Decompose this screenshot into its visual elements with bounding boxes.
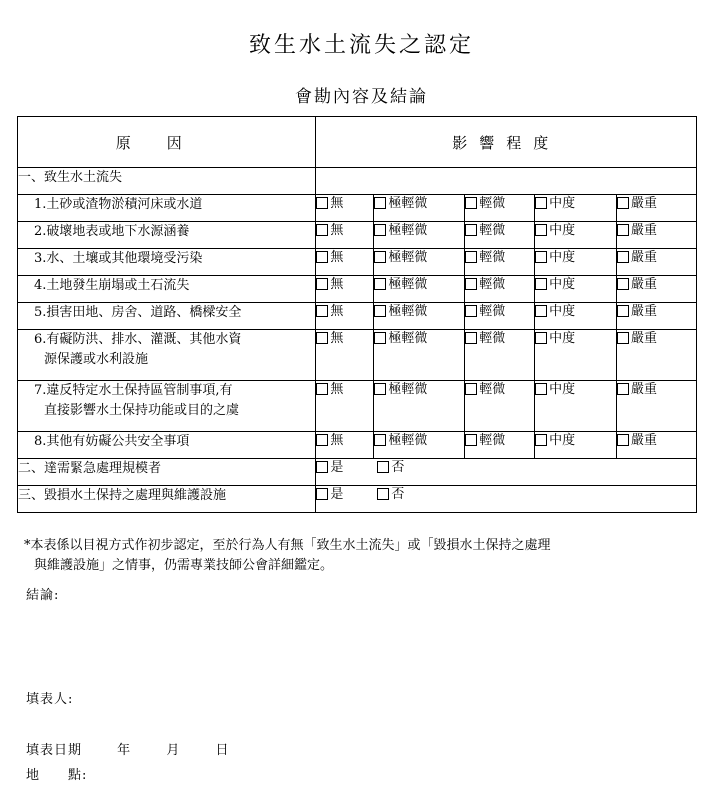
checkbox[interactable] [617,305,629,317]
item-label: 4.土地發生崩塌或土石流失 [18,276,316,303]
table-row [18,249,697,276]
checkbox[interactable] [465,332,477,344]
checkbox-label: 輕微 [479,223,506,238]
level-option[interactable] [374,195,465,222]
checkbox-label: 否 [391,487,405,502]
level-option[interactable] [374,276,465,303]
note: *本表係以目視方式作初步認定，至於行為人有無「致生水土流失」或「毀損水土保持之處理 與維護設施」之情事，仍需專業技師公會詳細鑑定。 [24,538,551,573]
level-option[interactable] [465,276,535,303]
level-option[interactable] [617,303,697,330]
level-option[interactable] [535,276,617,303]
checkbox[interactable] [617,251,629,263]
level-option[interactable] [374,381,465,432]
level-option[interactable] [535,222,617,249]
checkbox-label: 中度 [549,196,576,211]
checkbox-label: 中度 [549,223,576,238]
level-option[interactable] [465,249,535,276]
checkbox[interactable] [535,278,547,290]
checkbox-label: 嚴重 [631,223,658,238]
item-label: 2.破壞地表或地下水源涵養 [18,222,316,249]
checkbox-label: 中度 [549,382,576,397]
item-label: 1.土砂或渣物淤積河床或水道 [18,195,316,222]
checkbox-label: 極輕微 [388,250,428,265]
checkbox-label: 輕微 [479,250,506,265]
page-subtitle: 會勘內容及結論 [295,87,428,107]
checkbox-label: 嚴重 [631,331,658,346]
yes-option[interactable] [316,459,343,477]
checkbox[interactable] [316,251,328,263]
checkbox-label: 極輕微 [388,277,428,292]
checkbox[interactable] [535,305,547,317]
checkbox-label: 嚴重 [631,304,658,319]
checkbox-label: 無 [330,382,344,397]
checkbox-label: 輕微 [479,382,506,397]
filler-label: 填表人: [26,692,74,707]
level-option[interactable] [465,303,535,330]
checkbox[interactable] [374,305,386,317]
level-option[interactable] [535,303,617,330]
table-row [18,195,697,222]
level-option[interactable] [374,303,465,330]
checkbox[interactable] [465,434,477,446]
no-option[interactable] [377,459,404,477]
checkbox[interactable] [316,305,328,317]
checkbox-label: 中度 [549,277,576,292]
table-row [18,222,697,249]
checkbox[interactable] [316,488,328,500]
checkbox[interactable] [617,332,629,344]
level-option[interactable] [316,276,374,303]
checkbox[interactable] [617,383,629,395]
level-option[interactable] [316,195,374,222]
checkbox-label: 輕微 [479,433,506,448]
level-option[interactable] [316,303,374,330]
date-month: 月 [166,743,181,758]
location-label: 地 點: [26,768,88,783]
checkbox[interactable] [617,278,629,290]
checkbox-label: 中度 [549,433,576,448]
checkbox-label: 無 [330,433,344,448]
page-title: 致生水土流失之認定 [248,33,474,58]
checkbox[interactable] [316,332,328,344]
checkbox[interactable] [316,383,328,395]
section-1-label: 一、致生水土流失 [18,168,316,195]
checkbox[interactable] [374,383,386,395]
checkbox[interactable] [316,197,328,209]
item-label: 5.損害田地、房舍、道路、橋樑安全 [18,303,316,330]
table-row [18,303,697,330]
checkbox[interactable] [465,278,477,290]
table-row [18,432,697,459]
checkbox[interactable] [465,305,477,317]
level-option[interactable] [617,222,697,249]
level-option[interactable] [617,381,697,432]
level-option[interactable] [316,432,374,459]
checkbox-label: 無 [330,331,344,346]
table-row [18,276,697,303]
checkbox-label: 無 [330,250,344,265]
table-row [18,381,697,432]
checkbox[interactable] [535,332,547,344]
level-option[interactable] [316,330,374,381]
checkbox-label: 輕微 [479,304,506,319]
level-option[interactable] [465,222,535,249]
checkbox-label: 嚴重 [631,250,658,265]
header-impact: 影響程度 [316,117,697,168]
level-option[interactable] [617,330,697,381]
level-option[interactable] [465,330,535,381]
checkbox[interactable] [535,251,547,263]
checkbox-label: 極輕微 [388,196,428,211]
checkbox-label: 中度 [549,304,576,319]
level-option[interactable] [617,432,697,459]
level-option[interactable] [535,432,617,459]
checkbox-label: 極輕微 [388,433,428,448]
checkbox-label: 嚴重 [631,196,658,211]
checkbox-label: 極輕微 [388,223,428,238]
checkbox[interactable] [617,197,629,209]
checkbox[interactable] [617,434,629,446]
checkbox[interactable] [374,434,386,446]
level-option[interactable] [617,276,697,303]
checkbox-label: 嚴重 [631,277,658,292]
checkbox[interactable] [316,434,328,446]
level-option[interactable] [316,381,374,432]
checkbox[interactable] [374,251,386,263]
checkbox-label: 是 [330,487,344,502]
section-3-label: 三、毀損水土保持之處理與維護設施 [18,486,316,513]
level-option[interactable] [535,195,617,222]
checkbox[interactable] [465,224,477,236]
assessment-table [17,116,697,513]
section-row [18,486,697,513]
checkbox[interactable] [374,197,386,209]
date-day: 日 [215,743,230,758]
checkbox-label: 無 [330,196,344,211]
level-option[interactable] [374,432,465,459]
date-label: 填表日期 [26,743,83,758]
checkbox-label: 極輕微 [388,304,428,319]
level-option[interactable] [535,381,617,432]
checkbox-label: 極輕微 [388,331,428,346]
level-option[interactable] [617,249,697,276]
level-option[interactable] [374,249,465,276]
checkbox[interactable] [377,488,389,500]
yes-option[interactable] [316,486,343,504]
checkbox-label: 否 [391,460,405,475]
checkbox[interactable] [535,383,547,395]
section-row [18,168,697,195]
checkbox[interactable] [374,332,386,344]
checkbox-label: 輕微 [479,331,506,346]
checkbox-label: 是 [330,460,344,475]
checkbox[interactable] [374,278,386,290]
checkbox[interactable] [465,251,477,263]
level-option[interactable] [535,330,617,381]
checkbox-label: 中度 [549,331,576,346]
table-row [18,330,697,381]
checkbox-label: 嚴重 [631,382,658,397]
level-option[interactable] [316,249,374,276]
checkbox-label: 輕微 [479,277,506,292]
date-year: 年 [117,743,132,758]
checkbox[interactable] [465,383,477,395]
level-option[interactable] [316,222,374,249]
checkbox[interactable] [377,461,389,473]
item-label: 8.其他有妨礙公共安全事項 [18,432,316,459]
checkbox[interactable] [316,278,328,290]
level-option[interactable] [465,432,535,459]
checkbox[interactable] [465,197,477,209]
item-label: 6.有礙防洪、排水、灌溉、其他水資 源保護或水利設施 [18,330,316,381]
checkbox-label: 極輕微 [388,382,428,397]
level-option[interactable] [465,381,535,432]
checkbox[interactable] [535,197,547,209]
item-label: 7.違反特定水土保持區管制事項,有 直接影響水土保持功能或目的之虞 [18,381,316,432]
date-row [26,739,229,758]
checkbox[interactable] [316,224,328,236]
checkbox-label: 中度 [549,250,576,265]
checkbox[interactable] [374,224,386,236]
checkbox[interactable] [316,461,328,473]
section-2-label: 二、達需緊急處理規模者 [18,459,316,486]
checkbox-label: 嚴重 [631,433,658,448]
level-option[interactable] [617,195,697,222]
level-option[interactable] [535,249,617,276]
checkbox-label: 輕微 [479,196,506,211]
checkbox-label: 無 [330,304,344,319]
no-option[interactable] [377,486,404,504]
checkbox[interactable] [535,224,547,236]
section-row [18,459,697,486]
level-option[interactable] [465,195,535,222]
level-option[interactable] [374,222,465,249]
conclusion-label: 結論: [26,588,60,603]
checkbox-label: 無 [330,223,344,238]
checkbox[interactable] [535,434,547,446]
header-reason: 原因 [18,117,316,168]
checkbox[interactable] [617,224,629,236]
checkbox-label: 無 [330,277,344,292]
level-option[interactable] [374,330,465,381]
item-label: 3.水、土壤或其他環境受污染 [18,249,316,276]
